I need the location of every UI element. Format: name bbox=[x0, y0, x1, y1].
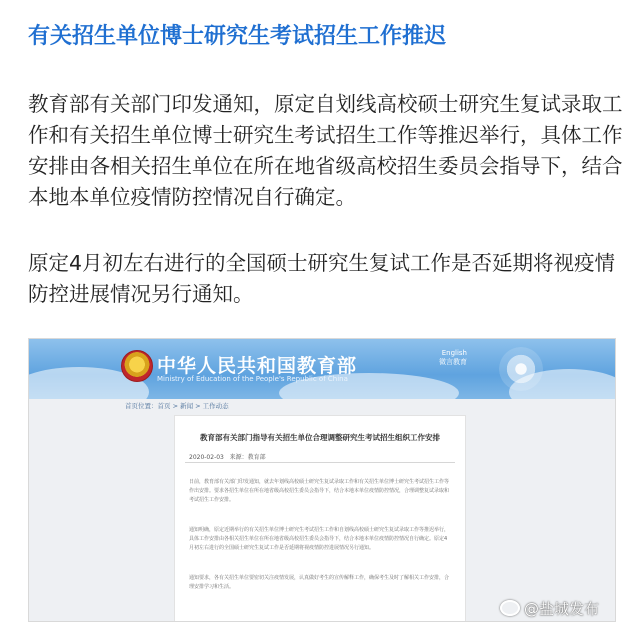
article-paragraph-1: 教育部有关部门印发通知，原定自划线高校硕士研究生复试录取工作和有关招生单位博士研究生考试招生工作等推迟举行，具体工作安排由各相关招生单位在所在地省级高校招生委员会指导下，结合本地本单位疫情防控情况自行确定。 bbox=[28, 92, 623, 209]
embedded-screenshot bbox=[28, 338, 616, 622]
watermark bbox=[500, 598, 599, 619]
notice-card bbox=[174, 415, 466, 622]
english-link: English bbox=[441, 349, 467, 357]
site-subtitle: Ministry of Education of the People's Republic of China bbox=[157, 375, 348, 383]
notice-meta bbox=[189, 452, 266, 461]
watermark-text: @盐城发布 bbox=[524, 600, 600, 618]
national-emblem-icon bbox=[121, 350, 153, 382]
notice-source: 来源：教育部 bbox=[229, 454, 266, 461]
notice-body-1: 日前，教育部有关部门印发通知，就去年划线高校硕士研究生复试录取工作和有关招生单位博士研究生考试招生工作等作出安排。要求各招生单位在所在地省级高校招生委员会指导下，结合本地本单位疫情防控情况，合理调整复试录取和考试招生工作安排。 bbox=[189, 479, 450, 503]
notice-date: 2020-02-03 bbox=[189, 454, 224, 461]
dandelion-icon bbox=[499, 347, 543, 391]
language-links bbox=[439, 349, 467, 367]
notice-body-3: 通知要求，各有关招生单位要密切关注疫情发展，认真做好考生的宣传解释工作，确保考生及时了解相关工作安排，合理安排学习和生活。 bbox=[189, 575, 450, 590]
article-headline: 有关招生单位博士研究生考试招生工作推迟 bbox=[28, 24, 447, 49]
site-banner bbox=[29, 339, 615, 399]
notice-title: 教育部有关部门指导有关招生单位合理调整研究生考试招生组织工作安排 bbox=[200, 433, 440, 442]
site-title: 中华人民共和国教育部 bbox=[157, 355, 358, 377]
notice-body-2: 通知明确，原定近期举行的有关招生单位博士研究生考试招生工作和自划线高校硕士研究生复试录取工作等推迟举行，具体工作安排由各相关招生单位在所在地省级高校招生委员会指导下，结合本地本单位疫情防控情况自行确定。原定4月初左右进行的全国硕士研究生复试工作是否延期将视疫情防控进展情况另行通知。 bbox=[189, 527, 450, 551]
mobile-link: 微言教育 bbox=[439, 358, 467, 366]
weibo-icon bbox=[500, 600, 520, 616]
divider bbox=[185, 462, 455, 463]
article-paragraph-2: 原定4月初左右进行的全国硕士研究生复试工作是否延期将视疫情防控进展情况另行通知。 bbox=[28, 251, 616, 306]
breadcrumb: 首页位置：首页 > 新闻 > 工作动态 bbox=[125, 402, 229, 410]
